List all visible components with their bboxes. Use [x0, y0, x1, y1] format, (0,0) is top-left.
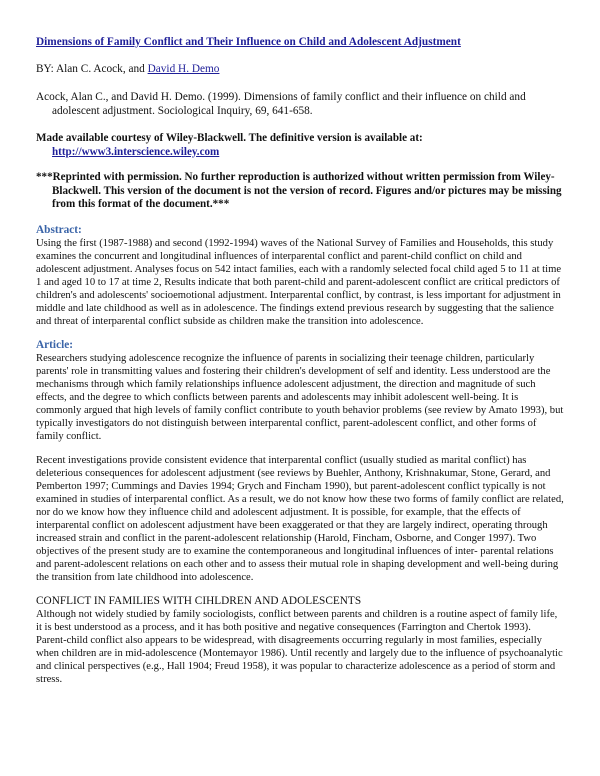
courtesy-text: Made available courtesy of Wiley-Blackwell. The definitive version is available at: [36, 132, 423, 144]
document-title[interactable] [36, 36, 564, 49]
reprint-notice: ***Reprinted with permission. No further reproduction is authorized without written permission from Wiley-Blackwell. This version of the document is not the version of record. Figures and/or pictures may be missing from this format of the document.*** [36, 171, 562, 210]
article-heading: Article: [36, 338, 74, 351]
abstract-text: Using the first (1987-1988) and second (1992-1994) waves of the National Survey of Families and Households, this study examines the concurrent and longitudinal influences of interparental conflict and parent-child conflict on child and adolescent adjustment. Analyses focus on 542 intact families, each with a randomly selected focal child aged 5 to 11 at time 1 and aged 10 to 17 at time 2, Results indicate that both parent-child and parent-adolescent conflict are critical predictors of children's and adolescents' socioemotional adjustment. Interparental conflict, by contrast, is less important for adjustment in middle and late childhood as well as in adolescence. The findings extend previous research by suggesting that the salience and threat of interparental conflict subside as children make the transition into adolescence. [36, 237, 562, 327]
article-paragraph-1: Researchers studying adolescence recognize the influence of parents in socializing their teenage children, particularly parents' role in transmitting values and fostering their children's development of self and identity. Less understood are the mechanisms through which family relationships influence adolescent adjustment, the direction and magnitude of such effects, and the degree to which conflicts between parents and adolescents may inhibit adolescent well-being. It is commonly argued that high levels of family conflict contribute to youth behavior problems (see review by Amato 1993), but typically investigators do not distinguish between interparental conflict, parent-adolescent conflict, and other forms of family conflict. [36, 352, 564, 442]
publisher-url-link[interactable]: http://www3.interscience.wiley.com [52, 145, 220, 158]
subsection-heading: CONFLICT IN FAMILIES WITH CIHLDREN AND ADOLESCENTS [36, 594, 362, 607]
author-link-demo[interactable]: David H. Demo [147, 63, 220, 75]
subsection-paragraph: Although not widely studied by family sociologists, conflict between parents and children is a routine aspect of family life, it is best understood as a process, and it has both positive and negative consequences (Farrington and Chertok 1993). Parent-child conflict also appears to be widespread, with disagreements occurring regularly in most families, especially when children are in mid-adolescence (Montemayor 1986). Until recently and largely due to the influence of psychoanalytic and clinical perspectives (e.g., Hall 1904; Freud 1958), it was popular to characterize adolescence as a period of storm and stress. [36, 608, 563, 685]
citation: Acock, Alan C., and David H. Demo. (1999). Dimensions of family conflict and their influence on child and adolescent adjustment. Sociological Inquiry, 69, 641-658. [36, 91, 526, 117]
abstract-heading: Abstract: [36, 223, 82, 236]
byline [36, 63, 564, 76]
byline-prefix: BY: Alan C. Acock, and [36, 63, 148, 75]
courtesy-notice [36, 132, 564, 159]
title-link[interactable]: Dimensions of Family Conflict and Their Influence on Child and Adolescent Adjustment [36, 36, 461, 48]
article-paragraph-2: Recent investigations provide consistent evidence that interparental conflict (usually studied as marital conflict) has deleterious consequences for adolescent adjustment (see reviews by Buehler, Anthony, Krishnakumar, Stone, Gerard, and Pemberton 1997; Cummings and Davies 1994; Grych and Fincham 1990), but parent-adolescent conflict typically is not examined in studies of interparental conflict. As a result, we do not know how these two forms of family conflict are related, nor do we know how they influence child and adolescent adjustment. It is possible, for example, that the effects of interparental conflict on adolescent adjustment have been exaggerated or that they are largely indirect, operating through increased strain and conflict in the parent-adolescent relationship (Harold, Fincham, Osborne, and Conger 1997). Two objectives of the present study are to examine the contemporaneous and longitudinal influences of inter- parental relations and parent-adolescent relations on each other and to assess their mutual role in shaping development and well-being during the transition from late childhood into adolescence. [36, 454, 564, 583]
